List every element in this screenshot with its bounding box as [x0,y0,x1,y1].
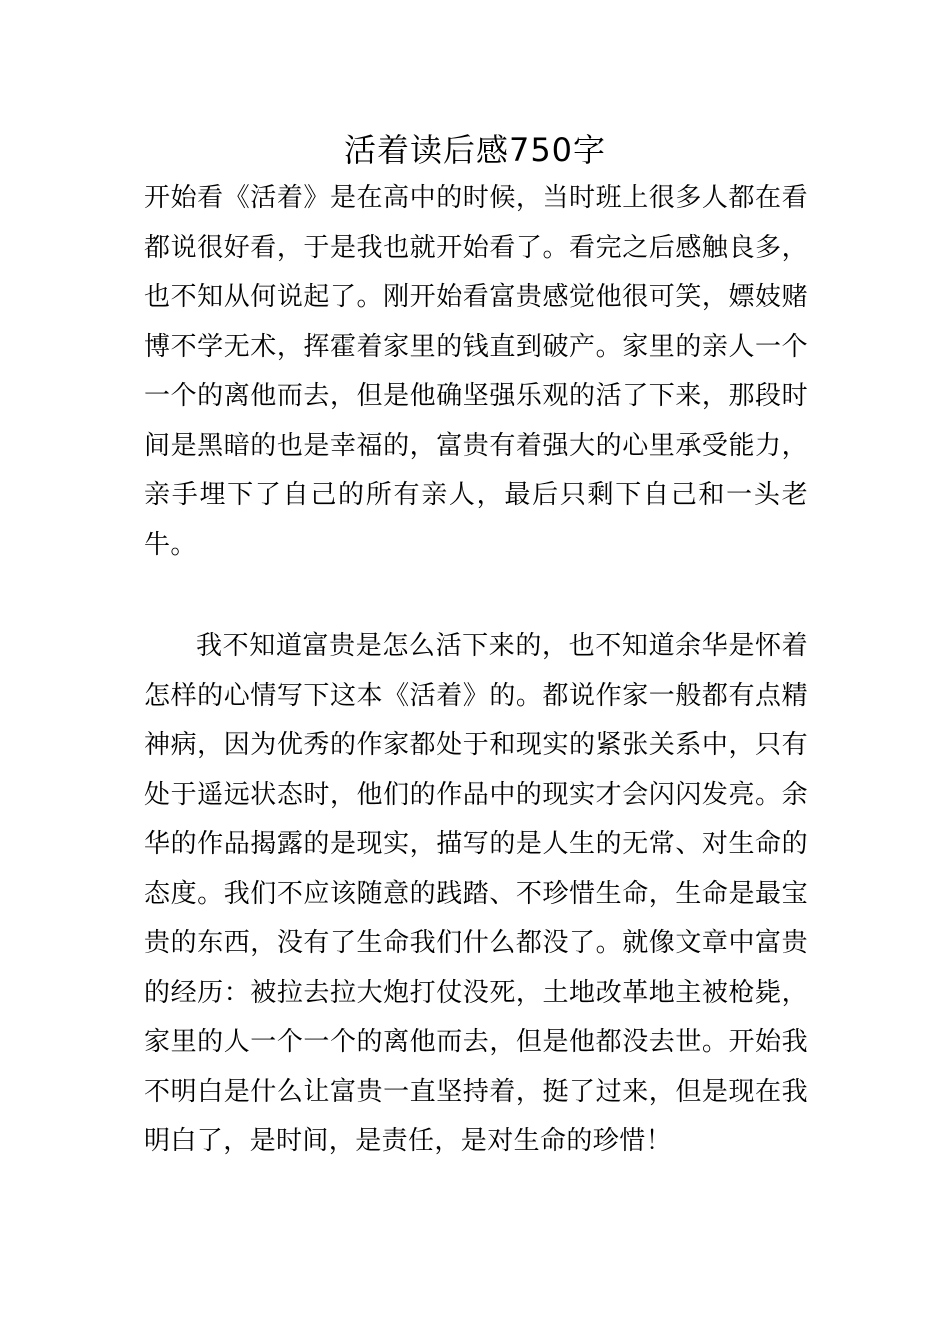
document-title: 活着读后感750字 [343,131,607,169]
paragraph-1: 开始看《活着》是在高中的时候，当时班上很多人都在看都说很好看，于是我也就开始看了。看完之后感触良多，也不知从何说起了。刚开始看富贵感觉他很可笑，嫖妓赌博不学无术，挥霍着家里的钱直到破产。家里的亲人一个一个的离他而去，但是他确坚强乐观的活了下来，那段时间是黑暗的也是幸福的，富贵有着强大的心里承受能力，亲手埋下了自己的所有亲人，最后只剩下自己和一头老牛。 [144,183,808,560]
paragraph-2: 我不知道富贵是怎么活下来的，也不知道余华是怀着怎样的心情写下这本《活着》的。都说作家一般都有点精神病，因为优秀的作家都处于和现实的紧张关系中，只有处于遥远状态时，他们的作品中的现实才会闪闪发亮。余华的作品揭露的是现实，描写的是人生的无常、对生命的态度。我们不应该随意的践踏、不珍惜生命，生命是最宝贵的东西，没有了生命我们什么都没了。就像文章中富贵的经历：被拉去拉大炮打仗没死，土地改革地主被枪毙，家里的人一个一个的离他而去，但是他都没去世。开始我不明白是什么让富贵一直坚持着，挺了过来，但是现在我明白了，是时间，是责任，是对生命的珍惜！ [144,631,808,1156]
